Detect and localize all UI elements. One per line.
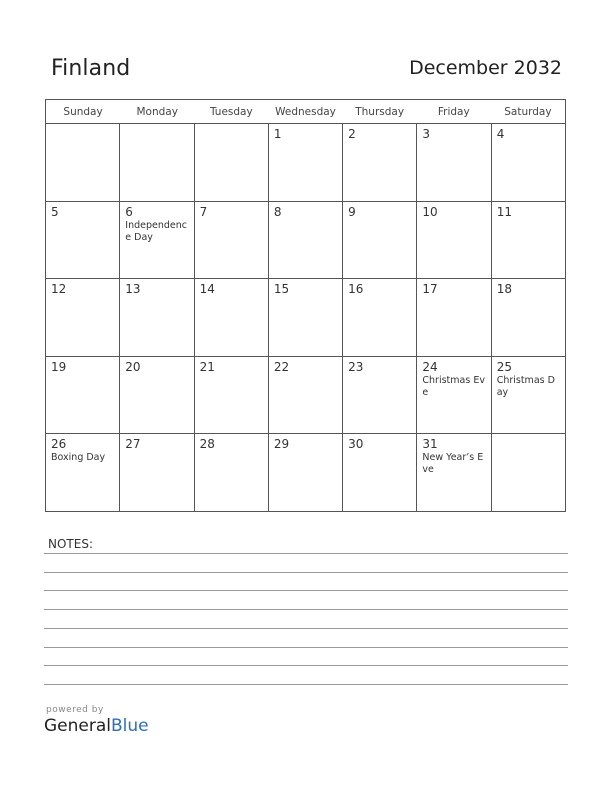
day-cell bbox=[269, 357, 343, 434]
day-cell bbox=[46, 124, 120, 201]
day-cell bbox=[120, 434, 194, 511]
day-cell bbox=[492, 357, 565, 434]
day-cell bbox=[417, 202, 491, 279]
day-number: 18 bbox=[496, 282, 512, 297]
day-cell bbox=[120, 357, 194, 434]
day-number: 23 bbox=[348, 359, 364, 374]
day-cell bbox=[417, 434, 491, 511]
day-cell bbox=[492, 279, 565, 356]
notes-label: NOTES: bbox=[48, 537, 93, 551]
day-cell bbox=[46, 279, 120, 356]
brand-logo[interactable] bbox=[44, 716, 149, 736]
week-row bbox=[46, 279, 565, 357]
day-cell bbox=[343, 279, 417, 356]
notes-line bbox=[44, 665, 568, 666]
day-number: 2 bbox=[348, 127, 356, 141]
weekday-label: Tuesday bbox=[209, 106, 253, 118]
day-cell bbox=[46, 202, 120, 279]
day-number: 28 bbox=[199, 437, 215, 452]
day-number: 13 bbox=[125, 282, 141, 297]
weekday-header-row bbox=[46, 100, 565, 124]
day-cell bbox=[195, 357, 269, 434]
holiday-label: Christmas Day bbox=[496, 374, 555, 398]
day-cell bbox=[120, 124, 194, 201]
day-number: 25 bbox=[496, 359, 512, 374]
day-number: 20 bbox=[125, 359, 141, 374]
day-cell bbox=[269, 124, 343, 201]
day-cell bbox=[195, 124, 269, 201]
weekday-label: Thursday bbox=[355, 106, 405, 118]
notes-line bbox=[44, 572, 568, 573]
day-number: 30 bbox=[348, 437, 364, 452]
holiday-label: New Year’s Eve bbox=[422, 452, 484, 476]
day-number: 7 bbox=[199, 204, 208, 219]
day-number: 4 bbox=[496, 127, 505, 141]
day-number: 9 bbox=[348, 204, 356, 219]
day-cell bbox=[492, 124, 565, 201]
day-number: 12 bbox=[51, 282, 67, 297]
day-number: 27 bbox=[125, 437, 141, 452]
weekday-label: Friday bbox=[437, 106, 470, 118]
week-row bbox=[46, 357, 565, 435]
day-cell bbox=[492, 434, 565, 511]
weekday-label: Saturday bbox=[504, 106, 552, 118]
holiday-label: Boxing Day bbox=[51, 452, 106, 464]
day-number: 3 bbox=[422, 127, 431, 141]
country-title: Finland bbox=[51, 56, 131, 81]
weekday-label: Sunday bbox=[63, 106, 103, 118]
day-number: 19 bbox=[51, 359, 67, 374]
day-cell bbox=[269, 279, 343, 356]
month-year-title: December 2032 bbox=[409, 57, 562, 79]
week-row bbox=[46, 202, 565, 280]
day-cell bbox=[269, 202, 343, 279]
day-cell bbox=[46, 434, 120, 511]
day-number: 22 bbox=[273, 359, 290, 374]
day-number: 29 bbox=[273, 437, 290, 452]
day-number: 11 bbox=[496, 204, 512, 219]
day-cell bbox=[492, 202, 565, 279]
notes-line bbox=[44, 553, 568, 554]
notes-line bbox=[44, 590, 568, 591]
week-row bbox=[46, 124, 565, 202]
holiday-label: Christmas Eve bbox=[422, 374, 485, 398]
day-cell bbox=[269, 434, 343, 511]
notes-line bbox=[44, 609, 568, 610]
day-cell bbox=[46, 357, 120, 434]
day-number: 17 bbox=[422, 282, 438, 297]
day-number: 16 bbox=[348, 282, 364, 297]
brand-general-text: General bbox=[44, 716, 111, 736]
weekday-label: Wednesday bbox=[275, 106, 336, 118]
weekday-label: Monday bbox=[136, 106, 178, 118]
day-cell bbox=[343, 124, 417, 201]
day-cell bbox=[417, 279, 491, 356]
calendar-grid bbox=[45, 99, 566, 512]
day-number: 10 bbox=[422, 204, 438, 219]
notes-line bbox=[44, 684, 568, 685]
day-number: 24 bbox=[422, 359, 438, 374]
brand-blue-text: Blue bbox=[111, 716, 149, 736]
day-cell bbox=[195, 434, 269, 511]
holiday-label: Independence Day bbox=[125, 219, 187, 243]
week-row bbox=[46, 434, 565, 511]
day-number: 5 bbox=[51, 204, 59, 219]
day-cell bbox=[343, 202, 417, 279]
day-cell bbox=[343, 357, 417, 434]
calendar-weeks bbox=[46, 124, 565, 511]
day-cell bbox=[120, 279, 194, 356]
day-cell bbox=[417, 124, 491, 201]
day-cell bbox=[343, 434, 417, 511]
day-number: 8 bbox=[273, 204, 282, 219]
day-number: 31 bbox=[422, 437, 438, 452]
day-cell bbox=[195, 202, 269, 279]
day-cell bbox=[195, 279, 269, 356]
day-cell bbox=[120, 202, 194, 279]
day-number: 26 bbox=[51, 437, 67, 452]
day-number: 14 bbox=[199, 282, 215, 297]
day-number: 15 bbox=[273, 282, 290, 297]
notes-line bbox=[44, 628, 568, 629]
day-cell bbox=[417, 357, 491, 434]
day-number: 6 bbox=[125, 204, 133, 219]
day-number: 1 bbox=[273, 127, 282, 141]
day-number: 21 bbox=[199, 359, 215, 374]
powered-by-text: powered by bbox=[46, 705, 104, 715]
notes-line bbox=[44, 647, 568, 648]
